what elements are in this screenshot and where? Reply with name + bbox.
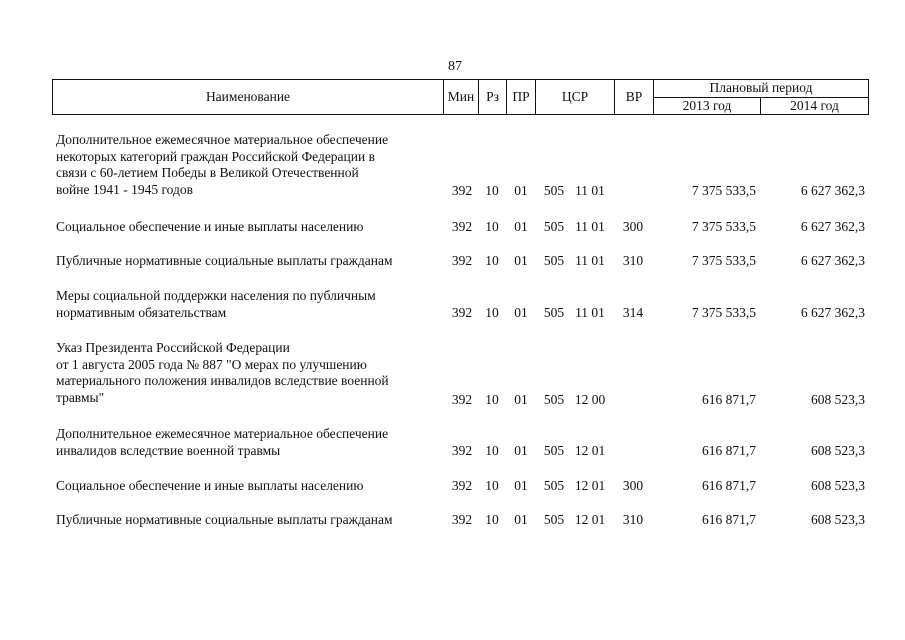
row-min: 392	[451, 443, 473, 458]
table-row	[0, 478, 905, 496]
row-pr: 01	[514, 392, 528, 407]
row-name: Указ Президента Российской Федерации от 1 августа 2005 года № 887 "О мерах по улучшению материального положения инвалидов вследствие военной травмы"	[56, 340, 389, 405]
row-min: 392	[451, 305, 473, 320]
row-rz: 10	[485, 443, 499, 458]
table-row	[0, 512, 905, 530]
row-value-2014: 6 627 362,3	[800, 305, 865, 320]
row-name: Дополнительное ежемесячное материальное обеспечение инвалидов вследствие военной травмы	[56, 426, 389, 458]
row-rz: 10	[485, 219, 499, 234]
row-pr: 01	[514, 478, 528, 493]
row-csr-prefix: 505	[543, 443, 565, 458]
row-value-2014: 6 627 362,3	[800, 219, 865, 234]
row-pr: 01	[514, 443, 528, 458]
row-rz: 10	[485, 183, 499, 198]
row-value-2013: 7 375 533,5	[691, 253, 756, 268]
row-vr: 314	[622, 305, 644, 320]
row-csr-prefix: 505	[543, 392, 565, 407]
table-row	[0, 340, 905, 412]
row-rz: 10	[485, 305, 499, 320]
header-year-2013: 2013 год	[682, 98, 732, 113]
row-csr-suffix: 12 00	[574, 392, 606, 407]
row-pr: 01	[514, 253, 528, 268]
row-vr: 300	[622, 219, 644, 234]
row-value-2014: 608 523,3	[811, 443, 865, 458]
header-min: Мин	[447, 89, 475, 104]
header-year-2014: 2014 год	[790, 98, 839, 113]
row-min: 392	[451, 392, 473, 407]
row-csr-suffix: 12 01	[574, 512, 606, 527]
header-pr: ПР	[512, 89, 530, 104]
row-pr: 01	[514, 512, 528, 527]
header-csr: ЦСР	[561, 89, 589, 104]
row-name: Публичные нормативные социальные выплаты гражданам	[56, 512, 393, 527]
row-csr-suffix: 12 01	[574, 443, 606, 458]
header-name: Наименование	[205, 89, 291, 104]
row-pr: 01	[514, 305, 528, 320]
row-value-2013: 7 375 533,5	[691, 305, 756, 320]
row-csr-prefix: 505	[543, 478, 565, 493]
row-value-2014: 608 523,3	[811, 392, 865, 407]
row-rz: 10	[485, 512, 499, 527]
row-rz: 10	[485, 392, 499, 407]
row-csr-suffix: 11 01	[575, 183, 605, 198]
row-csr-prefix: 505	[543, 253, 565, 268]
row-name: Социальное обеспечение и иные выплаты населению	[56, 478, 364, 493]
table-row	[0, 253, 905, 271]
row-csr-prefix: 505	[543, 219, 565, 234]
row-vr: 310	[622, 253, 644, 268]
row-rz: 10	[485, 478, 499, 493]
header-divider	[868, 79, 869, 115]
row-value-2014: 608 523,3	[811, 512, 865, 527]
page-number: 87	[448, 59, 462, 74]
table-row	[0, 426, 905, 462]
table-row	[0, 132, 905, 204]
row-vr: 310	[622, 512, 644, 527]
row-csr-suffix: 11 01	[575, 253, 605, 268]
row-vr: 300	[622, 478, 644, 493]
row-value-2014: 6 627 362,3	[800, 253, 865, 268]
row-pr: 01	[514, 219, 528, 234]
row-rz: 10	[485, 253, 499, 268]
row-csr-prefix: 505	[543, 183, 565, 198]
row-pr: 01	[514, 183, 528, 198]
row-min: 392	[451, 219, 473, 234]
header-planned-period: Плановый период	[709, 80, 813, 95]
row-csr-suffix: 12 01	[574, 478, 606, 493]
header-rz: Рз	[486, 89, 499, 104]
header-vr: ВР	[625, 89, 643, 104]
row-value-2013: 616 871,7	[702, 478, 756, 493]
row-min: 392	[451, 183, 473, 198]
row-csr-suffix: 11 01	[575, 219, 605, 234]
row-name: Меры социальной поддержки населения по публичным нормативным обязательствам	[56, 288, 376, 320]
row-csr-prefix: 505	[543, 305, 565, 320]
header-bottom-rule	[52, 114, 869, 115]
row-name: Социальное обеспечение и иные выплаты населению	[56, 219, 364, 234]
row-value-2014: 6 627 362,3	[800, 183, 865, 198]
row-value-2013: 7 375 533,5	[691, 183, 756, 198]
row-value-2013: 616 871,7	[702, 392, 756, 407]
row-value-2013: 616 871,7	[702, 512, 756, 527]
row-csr-suffix: 11 01	[575, 305, 605, 320]
table-row	[0, 219, 905, 237]
row-csr-prefix: 505	[543, 512, 565, 527]
row-value-2013: 616 871,7	[702, 443, 756, 458]
row-value-2013: 7 375 533,5	[691, 219, 756, 234]
row-name: Дополнительное ежемесячное материальное обеспечение некоторых категорий граждан Российской Федерации в связи с 60-летием Победы в Великой Отечественной войне 1941 - 1945 годов	[56, 132, 389, 197]
row-min: 392	[451, 478, 473, 493]
row-min: 392	[451, 253, 473, 268]
table-row	[0, 288, 905, 324]
row-min: 392	[451, 512, 473, 527]
row-value-2014: 608 523,3	[811, 478, 865, 493]
row-name: Публичные нормативные социальные выплаты гражданам	[56, 253, 393, 268]
